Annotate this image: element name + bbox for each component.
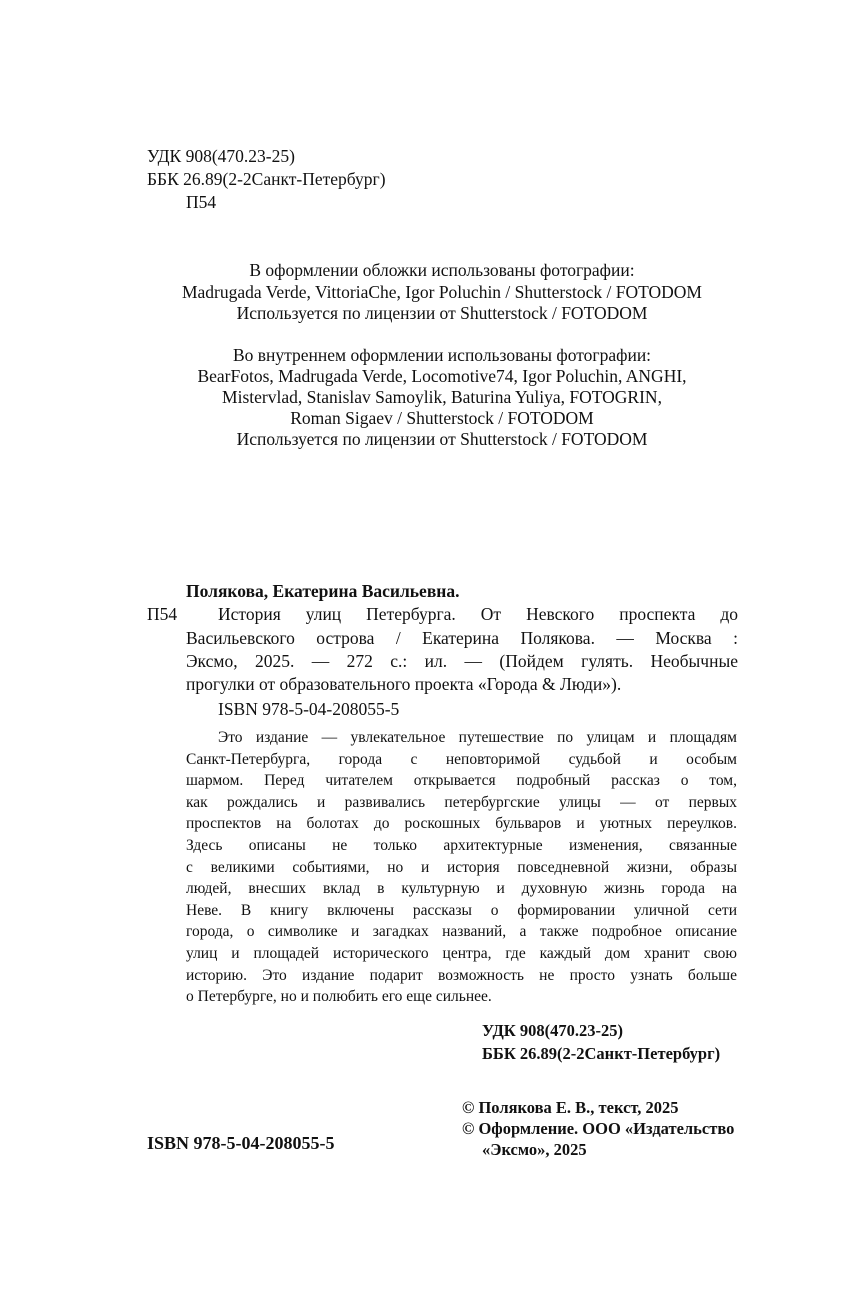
- credit-line: Используется по лицензии от Shutterstock / FOTODOM: [236, 429, 648, 449]
- bib-isbn: ISBN 978-5-04-208055-5: [218, 699, 400, 719]
- copyright-design: © Оформление. ООО «Издательство: [462, 1119, 735, 1138]
- annotation-line: о Петербурге, но и полюбить его еще сильнее.: [186, 988, 492, 1006]
- bib-line: прогулки от образовательного проекта «Города & Люди»).: [186, 674, 622, 694]
- top-udk: УДК 908(470.23-25): [147, 146, 295, 166]
- top-bbk: ББК 26.89(2-2Санкт-Петербург): [147, 169, 386, 189]
- bottom-isbn: ISBN 978-5-04-208055-5: [147, 1133, 335, 1153]
- copyright-design-cont: «Эксмо», 2025: [482, 1140, 587, 1159]
- annotation-line: Неве. В книгу включены рассказы о формировании уличной сети: [186, 901, 737, 919]
- bib-line: История улиц Петербурга. От Невского проспекта до: [218, 604, 738, 624]
- annotation-line: историю. Это издание подарит возможность не просто узнать больше: [186, 966, 737, 984]
- bottom-bbk: ББК 26.89(2-2Санкт-Петербург): [482, 1044, 721, 1063]
- bib-mark: П54: [147, 604, 178, 624]
- copyright-text: © Полякова Е. В., текст, 2025: [462, 1098, 679, 1117]
- credit-line: Во внутреннем оформлении использованы фотографии:: [232, 345, 652, 365]
- credit-line: Mistervlad, Stanislav Samoylik, Baturina Yuliya, FOTOGRIN,: [222, 387, 662, 407]
- bib-author: Полякова, Екатерина Васильевна.: [186, 581, 460, 601]
- annotation-line: проспектов на болотах до роскошных бульваров и уютных переулков.: [186, 815, 737, 833]
- annotation-line: Санкт-Петербурга, города с неповторимой судьбой и особым: [186, 750, 737, 768]
- bib-line: Васильевского острова / Екатерина Полякова. — Москва :: [186, 628, 738, 648]
- top-author-mark: П54: [186, 192, 217, 212]
- annotation-line: шармом. Перед читателем открывается подробный рассказ о том,: [186, 772, 737, 790]
- credit-line: BearFotos, Madrugada Verde, Locomotive74, Igor Poluchin, ANGHI,: [197, 366, 687, 386]
- bib-line: Эксмо, 2025. — 272 с.: ил. — (Пойдем гулять. Необычные: [186, 651, 738, 671]
- annotation-line: города, о символике и загадках названий, а также подробное описание: [186, 923, 737, 941]
- annotation-line: улиц и площадей исторического центра, где каждый дом хранит свою: [186, 945, 737, 962]
- annotation-line: как рождались и развивались петербургские улицы — от первых: [186, 793, 737, 811]
- credit-line: В оформлении обложки использованы фотографии:: [249, 260, 635, 280]
- credit-line: Madrugada Verde, VittoriaChe, Igor Poluchin / Shutterstock / FOTODOM: [181, 282, 702, 302]
- bottom-udk: УДК 908(470.23-25): [482, 1021, 623, 1040]
- annotation-line: с великими событиями, но и история повседневной жизни, образы: [186, 858, 737, 876]
- annotation-line: Это издание — увлекательное путешествие по улицам и площадям: [218, 729, 737, 746]
- credit-line: Roman Sigaev / Shutterstock / FOTODOM: [290, 408, 594, 428]
- annotation-line: людей, внесших вклад в культурную и духовную жизнь города на: [186, 880, 737, 898]
- annotation-line: Здесь описаны не только архитектурные изменения, связанные: [186, 837, 737, 854]
- credit-line: Используется по лицензии от Shutterstock / FOTODOM: [236, 303, 648, 323]
